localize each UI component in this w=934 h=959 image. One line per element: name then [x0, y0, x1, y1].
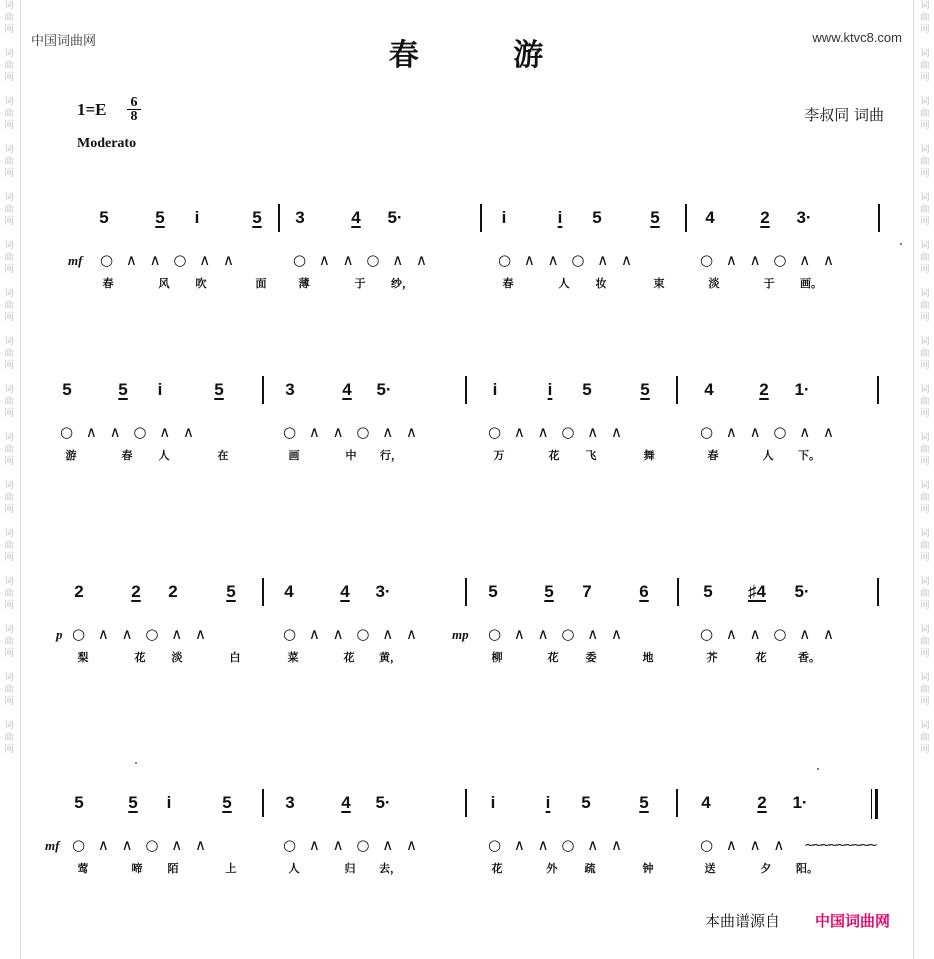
- right-edge-watermark: 词 曲 网 词 曲 网 词 曲 网 词 曲 网 词 曲 网 词 曲 网 词 曲 网 词 曲 网 词 曲 网 词 曲 网 词 曲 网 词 曲 网 词 曲 网 词 曲 网 词 曲 网 词 曲 网: [920, 1, 930, 755]
- lyric-syllable: 春: [502, 277, 514, 290]
- bar-line: [262, 789, 264, 817]
- rhythm-group: ○ ∧ ∧ ○ ∧ ∧: [72, 836, 210, 854]
- score-note: 3·: [375, 582, 391, 601]
- lyric-syllable: 薄: [298, 277, 310, 290]
- score-note: 5: [74, 793, 84, 812]
- rhythm-group: ○ ∧ ∧ ∧: [700, 836, 789, 854]
- score-note: 3·: [796, 208, 812, 227]
- key-signature: 1=E: [77, 100, 107, 119]
- lyric-syllable: 人: [288, 862, 300, 875]
- rhythm-group: ○ ∧ ∧ ○ ∧ ∧: [488, 423, 626, 441]
- bar-line: [676, 376, 678, 404]
- score-note: ♯4: [748, 582, 766, 601]
- score-note: 5·: [387, 208, 403, 227]
- score-note: 4: [284, 582, 294, 601]
- dynamic-marking: p: [56, 627, 63, 642]
- score-note: 4: [342, 380, 352, 399]
- final-barline-thick: [875, 789, 878, 819]
- rhythm-group: ○ ∧ ∧ ○ ∧ ∧: [488, 625, 626, 643]
- lyric-syllable: 花: [134, 651, 146, 664]
- score-note: i: [545, 793, 551, 812]
- right-edge-rule: [913, 0, 914, 959]
- dynamic-marking: mf: [68, 253, 83, 268]
- score-note: 2: [131, 582, 141, 601]
- score-note: i: [557, 208, 563, 227]
- lyric-syllable: 去，: [379, 862, 401, 875]
- bar-line: [465, 789, 467, 817]
- lyric-syllable: 夕: [760, 862, 772, 875]
- lyric-syllable: 菜: [287, 651, 299, 664]
- lyric-syllable: 舞: [643, 449, 655, 462]
- lyric-syllable: 阳。: [796, 862, 818, 875]
- lyric-syllable: 香。: [798, 651, 820, 664]
- score-note: 5: [592, 208, 602, 227]
- lyric-syllable: 地: [642, 651, 654, 664]
- lyric-syllable: 风: [158, 277, 170, 290]
- lyric-syllable: 万: [493, 449, 505, 462]
- lyric-syllable: 面: [255, 277, 267, 290]
- lyric-syllable: 画: [288, 449, 300, 462]
- dynamic-marking: mf: [45, 838, 60, 853]
- site-url[interactable]: www.ktvc8.com: [812, 30, 902, 45]
- rhythm-group: ○ ∧ ∧ ○ ∧ ∧: [72, 625, 210, 643]
- score-note: 5: [222, 793, 232, 812]
- lyric-syllable: 飞: [585, 449, 597, 462]
- rhythm-group: ○ ∧ ∧ ○ ∧ ∧: [700, 423, 838, 441]
- lyric-syllable: 人: [158, 449, 170, 462]
- tie-wave: ~~~~~~~~~: [804, 838, 876, 853]
- bar-line: [677, 578, 679, 606]
- score-note: i: [166, 793, 172, 812]
- lyric-syllable: 梨: [77, 651, 89, 664]
- score-note: 5·: [376, 380, 392, 399]
- lyric-syllable: 陌: [167, 862, 179, 875]
- score-note: 4: [704, 380, 714, 399]
- score-note: 5: [581, 793, 591, 812]
- score-note: i: [547, 380, 553, 399]
- tempo-marking: Moderato: [77, 136, 137, 151]
- rhythm-group: ○ ∧ ∧ ○ ∧ ∧: [700, 251, 838, 269]
- score-note: 5·: [375, 793, 391, 812]
- lyric-syllable: 行，: [380, 449, 402, 462]
- time-denominator: 8: [130, 109, 138, 124]
- score-note: i: [194, 208, 200, 227]
- time-signature: [127, 96, 141, 123]
- score-note: 2: [757, 793, 767, 812]
- bar-line: [262, 578, 264, 606]
- lyric-syllable: 春: [121, 449, 133, 462]
- left-edge-watermark: 词 曲 网 词 曲 网 词 曲 网 词 曲 网 词 曲 网 词 曲 网 词 曲 网 词 曲 网 词 曲 网 词 曲 网 词 曲 网 词 曲 网 词 曲 网 词 曲 网 词 曲 网 词 曲 网: [4, 1, 14, 755]
- score-note: 5·: [794, 582, 810, 601]
- lyric-syllable: 外: [546, 862, 558, 875]
- dynamic-marking: mp: [452, 627, 469, 642]
- score-note: 5: [703, 582, 713, 601]
- scan-dot: [817, 768, 819, 770]
- score-note: i: [492, 380, 498, 399]
- score-note: 4: [701, 793, 711, 812]
- score-note: 7: [582, 582, 592, 601]
- lyric-syllable: 春: [102, 277, 114, 290]
- bar-line: [878, 204, 880, 232]
- lyric-syllable: 钟: [642, 862, 654, 875]
- score-note: 1·: [794, 380, 810, 399]
- rhythm-group: ○ ∧ ∧ ○ ∧ ∧: [498, 251, 636, 269]
- score-note: i: [157, 380, 163, 399]
- song-title: 春 游: [388, 38, 586, 73]
- time-numerator: 6: [127, 96, 141, 110]
- lyric-syllable: 吹: [195, 277, 207, 290]
- rhythm-group: ○ ∧ ∧ ○ ∧ ∧: [283, 836, 421, 854]
- lyric-syllable: 淡: [708, 277, 720, 290]
- lyric-syllable: 淡: [171, 651, 183, 664]
- score-note: 3: [285, 380, 295, 399]
- score-note: 4: [351, 208, 361, 227]
- lyric-syllable: 啼: [131, 862, 143, 875]
- lyric-syllable: 游: [65, 449, 77, 462]
- lyric-syllable: 中: [345, 449, 357, 462]
- score-note: 4: [340, 582, 350, 601]
- lyric-syllable: 在: [217, 449, 229, 462]
- rhythm-group: ○ ∧ ∧ ○ ∧ ∧: [60, 423, 198, 441]
- lyric-syllable: 花: [343, 651, 355, 664]
- lyric-syllable: 画。: [800, 277, 822, 290]
- lyric-syllable: 妆: [595, 277, 607, 290]
- bar-line: [465, 578, 467, 606]
- score-note: 3: [295, 208, 305, 227]
- score-note: 2: [74, 582, 84, 601]
- score-note: 4: [705, 208, 715, 227]
- bar-line: [877, 578, 879, 606]
- site-name-left: 中国词曲网: [31, 34, 97, 49]
- score-note: 5: [214, 380, 224, 399]
- scan-dot: [135, 762, 137, 764]
- score-note: 5: [226, 582, 236, 601]
- lyric-syllable: 柳: [491, 651, 503, 664]
- bar-line: [685, 204, 687, 232]
- bar-line: [262, 376, 264, 404]
- bar-line: [465, 376, 467, 404]
- score-note: 5: [639, 793, 649, 812]
- rhythm-group: ○ ∧ ∧ ○ ∧ ∧: [100, 251, 238, 269]
- lyric-syllable: 委: [585, 651, 597, 664]
- lyric-syllable: 花: [547, 651, 559, 664]
- score-note: 5: [650, 208, 660, 227]
- score-note: 5: [99, 208, 109, 227]
- score-note: 5: [488, 582, 498, 601]
- footer-source-label: 本曲谱源自: [705, 912, 781, 930]
- score-note: 3: [285, 793, 295, 812]
- score-note: 5: [118, 380, 128, 399]
- score-note: 2: [760, 208, 770, 227]
- lyric-syllable: 黄，: [379, 651, 401, 664]
- bar-line: [877, 376, 879, 404]
- final-barline-thin: [871, 789, 872, 819]
- lyric-syllable: 归: [344, 862, 356, 875]
- score-note: 5: [62, 380, 72, 399]
- rhythm-group: ○ ∧ ∧ ○ ∧ ∧: [283, 423, 421, 441]
- score-note: 4: [341, 793, 351, 812]
- score-note: 6: [639, 582, 649, 601]
- score-note: 5: [252, 208, 262, 227]
- score-note: 1·: [792, 793, 808, 812]
- rhythm-group: ○ ∧ ∧ ○ ∧ ∧: [293, 251, 431, 269]
- lyric-syllable: 于: [763, 277, 775, 290]
- lyric-syllable: 人: [762, 449, 774, 462]
- bar-line: [676, 789, 678, 817]
- lyric-syllable: 上: [225, 862, 237, 875]
- score-note: 5: [582, 380, 592, 399]
- lyric-syllable: 白: [229, 651, 241, 664]
- rhythm-group: ○ ∧ ∧ ○ ∧ ∧: [700, 625, 838, 643]
- score-note: 2: [168, 582, 178, 601]
- lyric-syllable: 送: [704, 862, 716, 875]
- lyric-syllable: 下。: [798, 449, 820, 462]
- bar-line: [480, 204, 482, 232]
- scan-dot: [900, 243, 902, 245]
- lyric-syllable: 花: [491, 862, 503, 875]
- score-note: 5: [128, 793, 138, 812]
- lyric-syllable: 疏: [584, 862, 596, 875]
- rhythm-group: ○ ∧ ∧ ○ ∧ ∧: [283, 625, 421, 643]
- lyric-syllable: 春: [707, 449, 719, 462]
- score-note: 5: [155, 208, 165, 227]
- score-note: 5: [640, 380, 650, 399]
- lyric-syllable: 人: [558, 277, 570, 290]
- lyric-syllable: 芥: [706, 651, 718, 664]
- left-edge-rule: [20, 0, 21, 959]
- lyric-syllable: 于: [354, 277, 366, 290]
- score-note: i: [501, 208, 507, 227]
- score-note: i: [490, 793, 496, 812]
- rhythm-group: ○ ∧ ∧ ○ ∧ ∧: [488, 836, 626, 854]
- lyric-syllable: 纱，: [391, 277, 413, 290]
- bar-line: [278, 204, 280, 232]
- score-note: 2: [759, 380, 769, 399]
- lyric-syllable: 莺: [77, 862, 89, 875]
- author-credit: 李叔同 词曲: [804, 106, 884, 124]
- lyric-syllable: 束: [653, 277, 665, 290]
- score-note: 5: [544, 582, 554, 601]
- lyric-syllable: 花: [755, 651, 767, 664]
- footer-brand-link[interactable]: 中国词曲网: [815, 912, 891, 930]
- lyric-syllable: 花: [548, 449, 560, 462]
